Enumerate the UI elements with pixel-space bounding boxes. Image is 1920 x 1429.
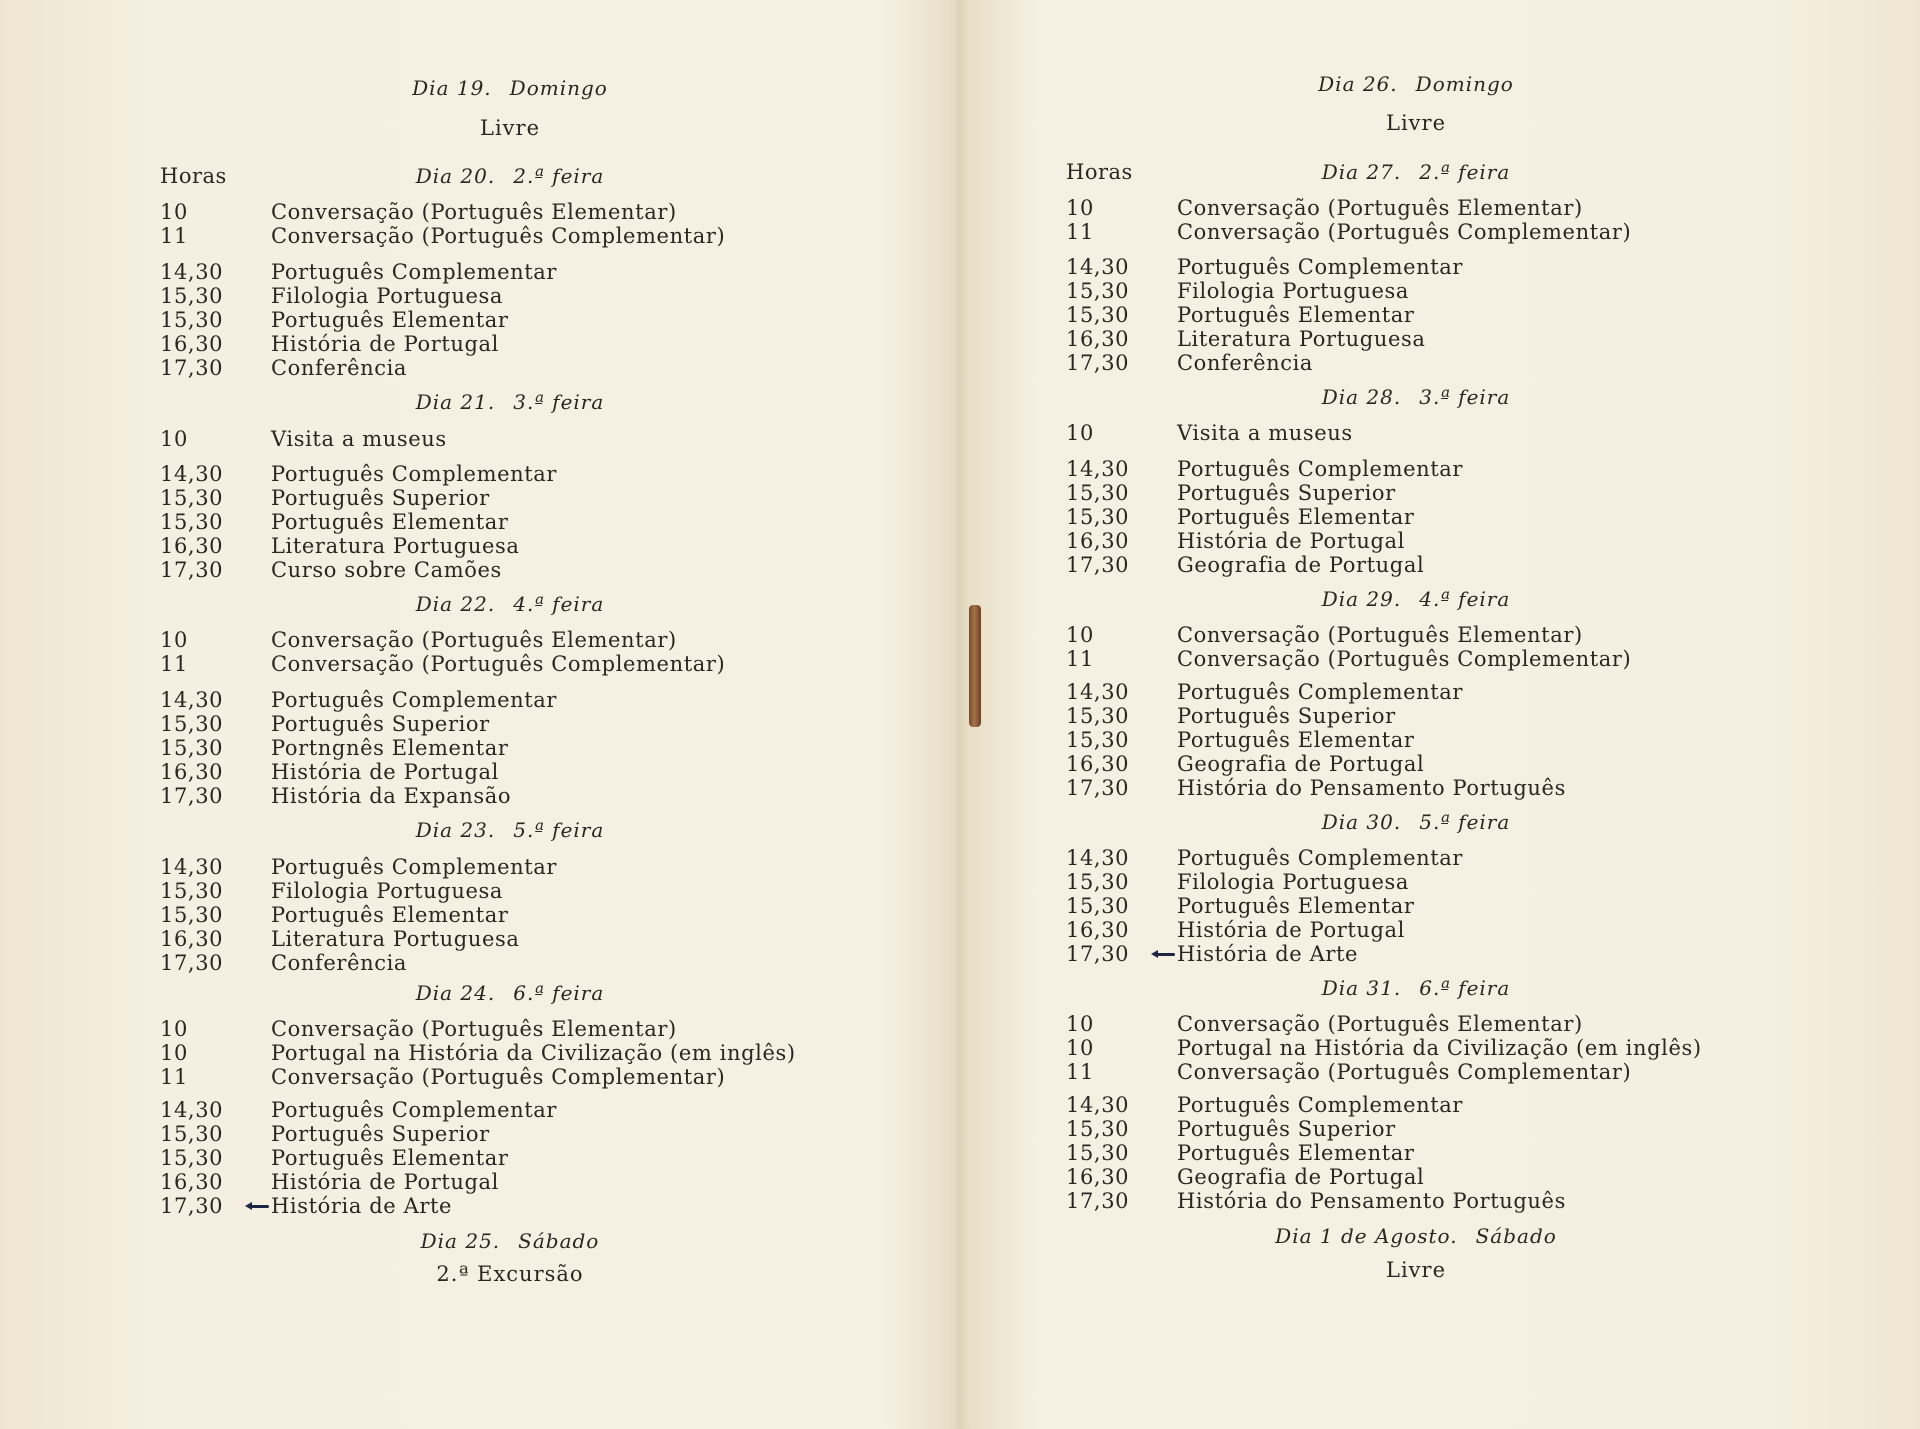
day-date: Dia 25. [420,1229,501,1253]
row-subject: Visita a museus [271,427,447,451]
row-subject: Português Superior [1177,704,1396,728]
schedule-row [1066,1036,1826,1060]
row-time: 16,30 [160,760,224,784]
right-page [1066,0,1766,1429]
row-time: 15,30 [1066,505,1130,529]
row-time: 10 [1066,1036,1094,1060]
horas-label: Horas [160,164,227,188]
schedule-row [160,1017,920,1041]
day-note: Livre [1386,111,1446,135]
day-heading [160,818,860,842]
schedule-row [160,427,920,451]
row-time: 15,30 [160,879,224,903]
schedule-row [160,1146,920,1170]
day-weekday: 2.ª feira [513,164,605,188]
row-subject: Conversação (Português Elementar) [1177,623,1583,647]
schedule-row [160,224,920,248]
schedule-row [1066,1189,1826,1213]
schedule-row [160,534,920,558]
day-weekday: 6.ª feira [1419,976,1511,1000]
row-time: 10 [1066,421,1094,445]
schedule-row [160,628,920,652]
row-subject: Portngnês Elementar [271,736,509,760]
day-weekday: 3.ª feira [1419,385,1511,409]
row-subject: Conversação (Português Elementar) [271,200,677,224]
day-date: Dia 21. [415,390,496,414]
row-time: 17,30 [160,951,224,975]
row-subject: Conversação (Português Complementar) [1177,1060,1632,1084]
day-weekday: 5.ª feira [1419,810,1511,834]
schedule-row [160,356,920,380]
day-date: Dia 1 de Agosto. [1275,1224,1458,1248]
day-weekday: Domingo [509,76,608,100]
schedule-row [160,951,920,975]
schedule-row [1066,704,1826,728]
schedule-row [1066,1117,1826,1141]
schedule-row [1066,870,1826,894]
row-time: 17,30 [160,558,224,582]
row-time: 16,30 [160,1170,224,1194]
schedule-row [1066,279,1826,303]
row-subject: Geografia de Portugal [1177,752,1425,776]
day-weekday: Sábado [518,1229,600,1253]
row-time: 15,30 [1066,481,1130,505]
row-time: 14,30 [160,688,224,712]
row-subject: Geografia de Portugal [1177,553,1425,577]
day-heading [1066,72,1766,96]
schedule-row [1066,255,1826,279]
day-date: Dia 20. [415,164,496,188]
row-subject: Filologia Portuguesa [1177,279,1409,303]
row-subject: História de Arte [1177,942,1359,966]
row-subject: Conferência [271,356,408,380]
schedule-row [1066,728,1826,752]
schedule-row [160,855,920,879]
row-time: 15,30 [160,308,224,332]
day-note: Livre [480,116,540,140]
schedule-row [1066,457,1826,481]
schedule-row [1066,505,1826,529]
row-time: 15,30 [1066,704,1130,728]
row-subject: Conversação (Português Elementar) [271,628,677,652]
row-subject: Português Complementar [1177,457,1464,481]
schedule-row [1066,647,1826,671]
schedule-row [160,462,920,486]
row-time: 14,30 [160,1098,224,1122]
row-subject: Conversação (Português Elementar) [271,1017,677,1041]
row-time: 10 [160,427,188,451]
row-subject: Português Complementar [1177,1093,1464,1117]
row-time: 15,30 [1066,870,1130,894]
row-subject: História de Portugal [271,1170,499,1194]
row-subject: Português Complementar [1177,255,1464,279]
row-time: 15,30 [1066,894,1130,918]
schedule-row [160,1170,920,1194]
schedule-row [160,200,920,224]
schedule-row [160,510,920,534]
row-subject: Português Elementar [271,308,509,332]
row-subject: História do Pensamento Português [1177,1189,1566,1213]
schedule-row [160,558,920,582]
row-time: 11 [1066,220,1094,244]
schedule-row [160,1098,920,1122]
row-time: 11 [160,224,188,248]
row-subject: História do Pensamento Português [1177,776,1566,800]
row-time: 17,30 [1066,1189,1130,1213]
row-subject: Português Elementar [1177,1141,1415,1165]
schedule-row [1066,553,1826,577]
row-subject: Português Elementar [1177,894,1415,918]
row-subject: Conversação (Português Elementar) [1177,1012,1583,1036]
row-subject: Português Superior [1177,481,1396,505]
row-subject: Conversação (Português Complementar) [1177,647,1632,671]
row-subject: Conferência [271,951,408,975]
row-subject: Português Superior [271,486,490,510]
schedule-row [160,903,920,927]
day-heading [1066,160,1766,184]
row-subject: Literatura Portuguesa [1177,327,1426,351]
row-time: 17,30 [1066,351,1130,375]
row-time: 11 [1066,1060,1094,1084]
day-date: Dia 24. [415,981,496,1005]
schedule-row [160,308,920,332]
row-time: 10 [160,1017,188,1041]
row-subject: Conversação (Português Complementar) [271,224,726,248]
day-note: Livre [1386,1258,1446,1282]
day-heading [1066,810,1766,834]
row-time: 14,30 [1066,1093,1130,1117]
row-time: 14,30 [1066,846,1130,870]
row-time: 15,30 [160,1146,224,1170]
row-subject: Conversação (Português Complementar) [271,1065,726,1089]
row-subject: História de Portugal [271,760,499,784]
row-time: 10 [160,200,188,224]
day-date: Dia 28. [1321,385,1402,409]
row-time: 15,30 [160,736,224,760]
schedule-row [160,486,920,510]
row-time: 14,30 [1066,457,1130,481]
schedule-row [160,1065,920,1089]
schedule-row [160,736,920,760]
schedule-row [1066,918,1826,942]
row-time: 16,30 [1066,529,1130,553]
day-heading [1066,385,1766,409]
schedule-row [1066,1012,1826,1036]
row-time: 15,30 [160,510,224,534]
day-weekday: 4.ª feira [1419,587,1511,611]
row-time: 10 [160,628,188,652]
row-time: 14,30 [160,462,224,486]
row-subject: História de Portugal [271,332,499,356]
row-time: 10 [1066,1012,1094,1036]
row-subject: História da Expansão [271,784,512,808]
row-time: 15,30 [160,284,224,308]
schedule-row [160,688,920,712]
day-date: Dia 30. [1321,810,1402,834]
pen-arrow-icon [249,1205,269,1208]
row-time: 17,30 [160,1194,224,1218]
schedule-row [1066,1060,1826,1084]
schedule-row [160,712,920,736]
row-subject: Literatura Portuguesa [271,927,520,951]
row-time: 10 [160,1041,188,1065]
row-subject: História de Portugal [1177,529,1405,553]
row-subject: Conversação (Português Elementar) [1177,196,1583,220]
schedule-row [1066,942,1826,966]
row-subject: Filologia Portuguesa [1177,870,1409,894]
day-date: Dia 23. [415,818,496,842]
row-time: 16,30 [160,332,224,356]
row-time: 15,30 [1066,303,1130,327]
schedule-row [1066,220,1826,244]
row-time: 11 [160,1065,188,1089]
horas-label: Horas [1066,160,1133,184]
row-time: 15,30 [160,486,224,510]
row-subject: Português Complementar [271,688,558,712]
row-subject: Português Complementar [1177,846,1464,870]
row-subject: Português Complementar [271,1098,558,1122]
schedule-row [160,1194,920,1218]
day-weekday: 3.ª feira [513,390,605,414]
schedule-row [160,332,920,356]
schedule-row [160,1041,920,1065]
row-time: 14,30 [1066,255,1130,279]
row-time: 15,30 [1066,728,1130,752]
row-time: 15,30 [160,712,224,736]
row-time: 17,30 [1066,942,1130,966]
day-heading [160,164,860,188]
row-time: 16,30 [1066,1165,1130,1189]
day-heading [1066,587,1766,611]
day-heading [160,592,860,616]
day-heading [160,981,860,1005]
day-weekday: 2.ª feira [1419,160,1511,184]
row-subject: Português Elementar [1177,505,1415,529]
day-date: Dia 19. [412,76,492,100]
day-date: Dia 22. [415,592,496,616]
schedule-row [160,1122,920,1146]
row-time: 14,30 [1066,680,1130,704]
row-subject: Português Elementar [1177,728,1415,752]
row-time: 16,30 [160,927,224,951]
day-heading [1066,1224,1766,1248]
row-subject: Conversação (Português Complementar) [271,652,726,676]
row-subject: Conversação (Português Complementar) [1177,220,1632,244]
schedule-row [1066,752,1826,776]
day-heading [1066,976,1766,1000]
row-time: 14,30 [160,855,224,879]
day-weekday: 4.ª feira [513,592,605,616]
schedule-row [160,284,920,308]
row-subject: Português Superior [271,1122,490,1146]
row-time: 16,30 [1066,327,1130,351]
row-subject: Conferência [1177,351,1314,375]
row-subject: Filologia Portuguesa [271,284,503,308]
schedule-row [160,879,920,903]
row-subject: Português Complementar [271,260,558,284]
row-time: 17,30 [1066,553,1130,577]
schedule-row [1066,1093,1826,1117]
day-weekday: 6.ª feira [513,981,605,1005]
schedule-row [1066,196,1826,220]
schedule-row [1066,481,1826,505]
row-time: 15,30 [1066,1141,1130,1165]
row-time: 11 [1066,647,1094,671]
row-subject: Português Superior [1177,1117,1396,1141]
row-subject: Português Complementar [1177,680,1464,704]
schedule-row [1066,623,1826,647]
day-weekday: Sábado [1475,1224,1557,1248]
row-subject: Geografia de Portugal [1177,1165,1425,1189]
day-heading [160,76,860,100]
row-time: 17,30 [160,784,224,808]
row-subject: Português Complementar [271,462,558,486]
pen-arrow-icon [1155,953,1175,956]
row-subject: Português Elementar [1177,303,1415,327]
day-date: Dia 26. [1318,72,1398,96]
row-subject: Filologia Portuguesa [271,879,503,903]
row-time: 15,30 [160,903,224,927]
row-time: 10 [1066,623,1094,647]
row-time: 17,30 [1066,776,1130,800]
schedule-row [1066,351,1826,375]
binding-staple [969,605,981,727]
schedule-row [160,760,920,784]
schedule-row [1066,680,1826,704]
day-date: Dia 27. [1321,160,1402,184]
day-weekday: Domingo [1415,72,1514,96]
schedule-row [1066,303,1826,327]
row-subject: Português Elementar [271,1146,509,1170]
row-subject: Literatura Portuguesa [271,534,520,558]
row-subject: Portugal na História da Civilização (em inglês) [271,1041,796,1065]
row-time: 16,30 [1066,918,1130,942]
row-time: 15,30 [160,1122,224,1146]
schedule-row [160,260,920,284]
row-time: 11 [160,652,188,676]
day-date: Dia 29. [1321,587,1402,611]
schedule-row [1066,846,1826,870]
row-subject: Português Elementar [271,510,509,534]
day-note: 2.ª Excursão [436,1262,584,1286]
row-time: 10 [1066,196,1094,220]
day-date: Dia 31. [1321,976,1402,1000]
schedule-row [160,927,920,951]
schedule-row [1066,421,1826,445]
row-subject: Portugal na História da Civilização (em inglês) [1177,1036,1702,1060]
row-time: 15,30 [1066,279,1130,303]
row-subject: Português Complementar [271,855,558,879]
row-subject: História de Portugal [1177,918,1405,942]
schedule-row [1066,1141,1826,1165]
schedule-row [1066,776,1826,800]
row-time: 17,30 [160,356,224,380]
schedule-row [1066,1165,1826,1189]
day-weekday: 5.ª feira [513,818,605,842]
row-time: 16,30 [1066,752,1130,776]
row-time: 14,30 [160,260,224,284]
row-subject: Português Elementar [271,903,509,927]
day-heading [160,1229,860,1253]
row-subject: Visita a museus [1177,421,1353,445]
schedule-row [1066,327,1826,351]
day-heading [160,390,860,414]
row-subject: Português Superior [271,712,490,736]
schedule-row [1066,894,1826,918]
row-subject: História de Arte [271,1194,453,1218]
row-time: 15,30 [1066,1117,1130,1141]
schedule-row [160,784,920,808]
row-time: 16,30 [160,534,224,558]
left-page [160,0,860,1429]
schedule-row [1066,529,1826,553]
row-subject: Curso sobre Camões [271,558,502,582]
schedule-row [160,652,920,676]
